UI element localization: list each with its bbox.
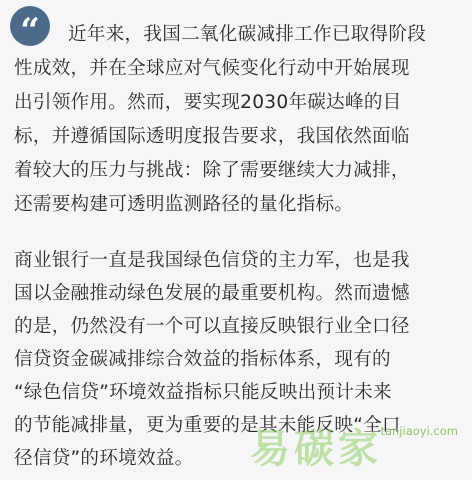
paragraph-line: 商业银行一直是我国绿色信贷的主力军，也是我 xyxy=(14,250,410,271)
paragraph-line: 标，并遵循国际透明度报告要求，我国依然面临 xyxy=(14,126,410,147)
watermark-domain: tanjiaoyi.com xyxy=(380,424,458,438)
paragraph-line: “绿色信贷”环境效益指标只能反映出预计未来 xyxy=(14,382,392,403)
paragraph-line: 近年来，我国二氧化碳减排工作已取得阶段 xyxy=(68,24,427,45)
watermark-logo xyxy=(250,418,460,476)
paragraph-line: 国以金融推动绿色发展的最重要机构。然而遗憾 xyxy=(14,283,410,304)
paragraph-line: 信贷资金碳减排综合效益的指标体系，现有的 xyxy=(14,349,391,370)
paragraph-line: 径信贷”的环境效益。 xyxy=(14,448,194,469)
paragraph-line: 还需要构建可透明监测路径的量化指标。 xyxy=(14,194,354,215)
paragraph-line: 出引领作用。然而，要实现2030年碳达峰的目 xyxy=(14,92,402,113)
paragraph-line: 的是，仍然没有一个可以直接反映银行业全口径 xyxy=(14,316,410,337)
paragraph-line: 性成效，并在全球应对气候变化行动中开始展现 xyxy=(14,58,410,79)
watermark-text: 易碳家 xyxy=(250,426,382,472)
paragraph-line: 着较大的压力与挑战：除了需要继续大力减排， xyxy=(14,160,410,181)
quote-icon: “ xyxy=(10,6,50,46)
paragraph-line: 的节能减排量，更为重要的是其未能反映“全口 xyxy=(14,415,401,436)
